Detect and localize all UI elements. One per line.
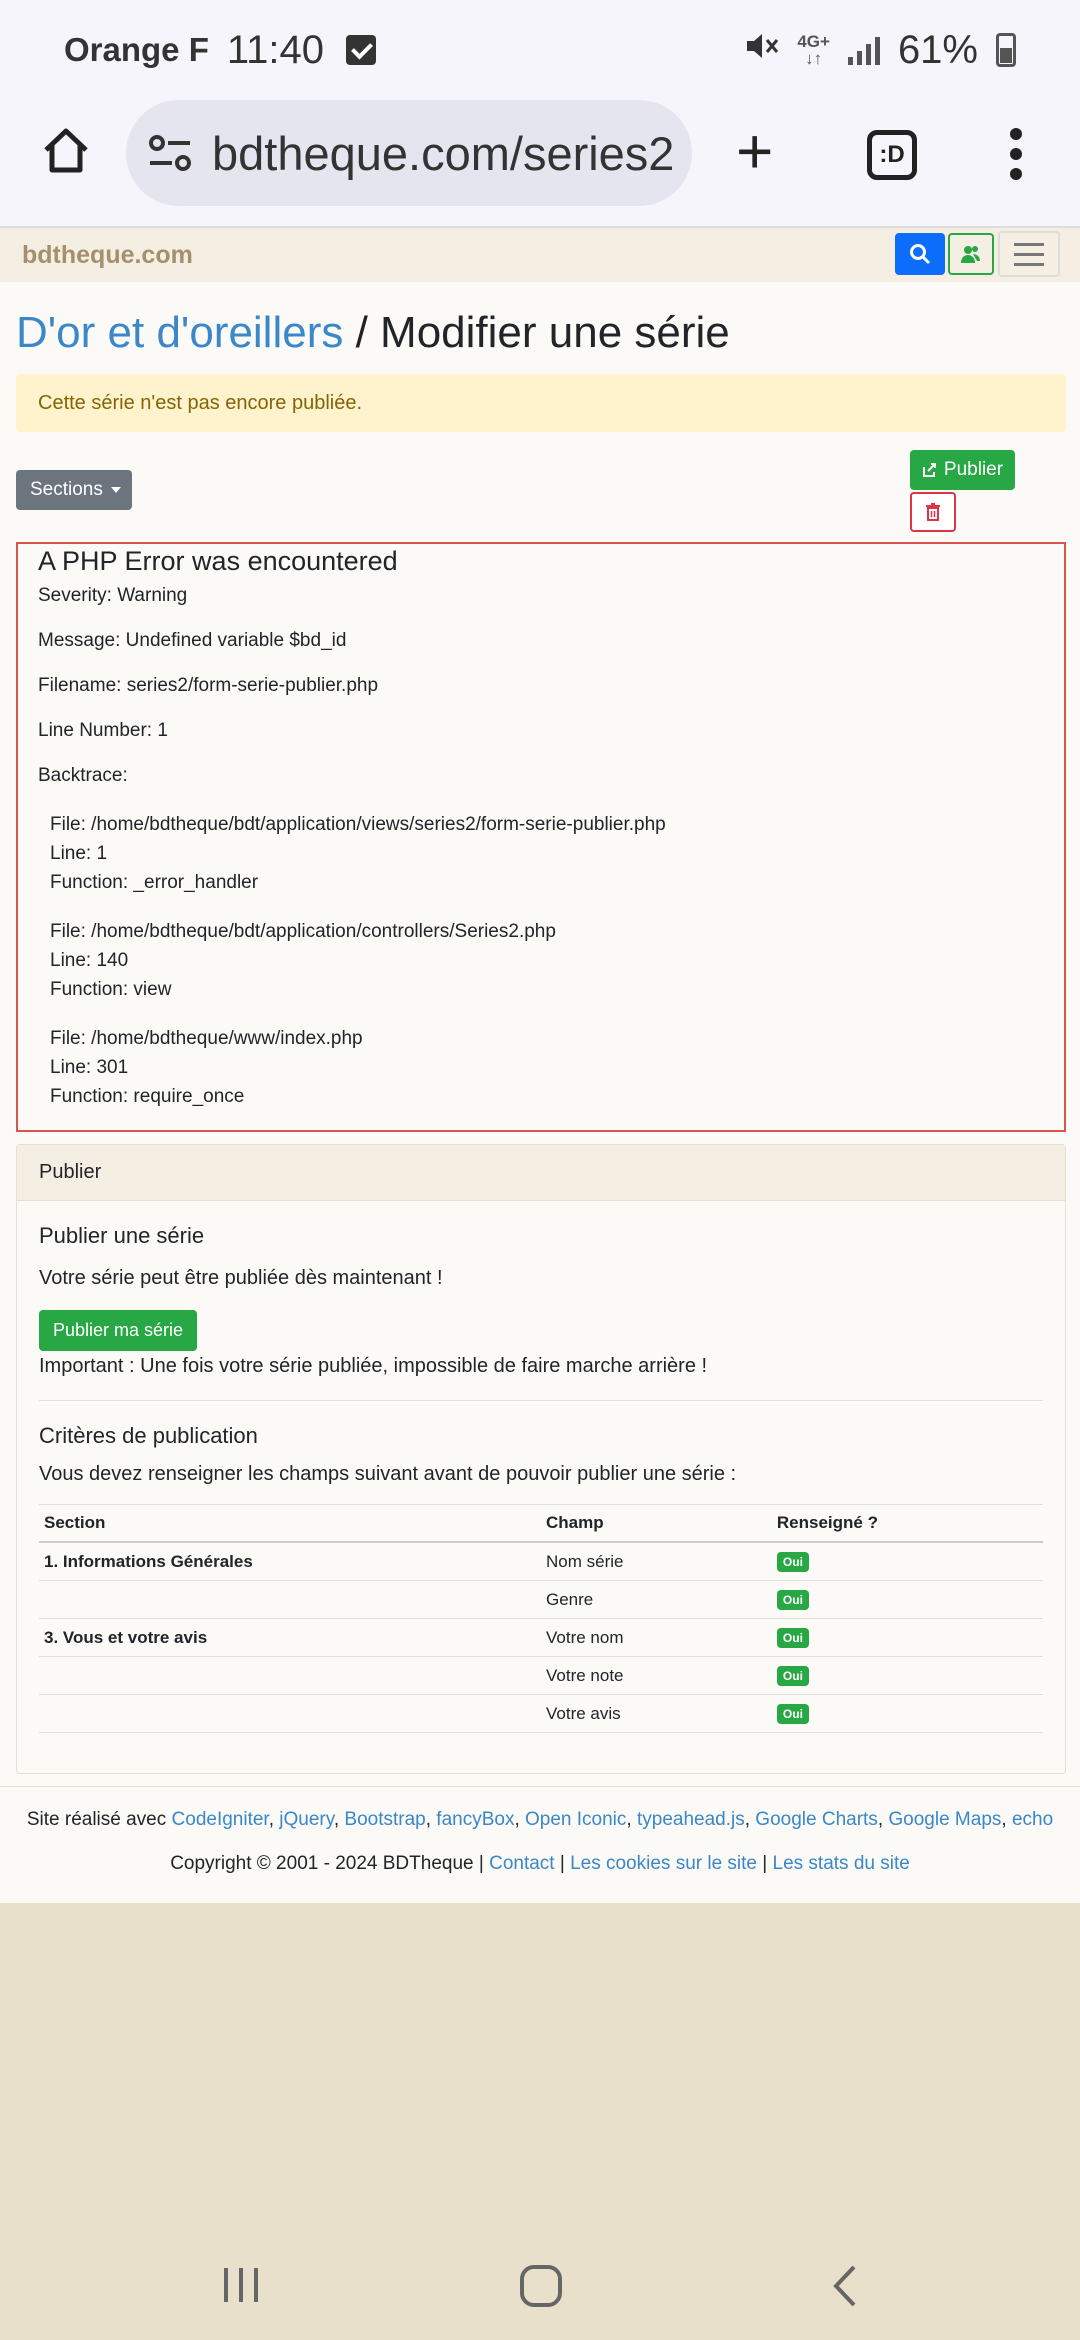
table-row (39, 1695, 1043, 1733)
publish-button[interactable] (910, 450, 1015, 490)
criteria-table (39, 1504, 1043, 1733)
status-badge: Oui (777, 1552, 809, 1572)
trace-file: File: /home/bdtheque/bdt/application/controllers/Series2.php (50, 921, 556, 942)
column-header: Section (39, 1505, 541, 1543)
trace-function: Function: require_once (50, 1086, 245, 1107)
delete-button[interactable] (910, 492, 956, 532)
title-separator: / (343, 308, 381, 357)
network-type-label: 4G+ (797, 32, 830, 51)
status-cell (772, 1619, 1043, 1657)
notification-check-icon (346, 35, 376, 65)
signal-icon (848, 35, 880, 65)
table-row (39, 1657, 1043, 1695)
publish-title: Publier une série (39, 1223, 205, 1248)
footer-link[interactable]: jQuery (279, 1809, 334, 1830)
footer-link[interactable]: Google Charts (755, 1809, 878, 1830)
backtrace-entry (50, 917, 1044, 1004)
footer-copyright-line (0, 1853, 1080, 1875)
section-cell: 1. Informations Générales (39, 1542, 541, 1581)
status-badge: Oui (777, 1628, 809, 1648)
publish-label: Publier (943, 459, 1004, 480)
backtrace-entry (50, 810, 1044, 897)
table-header-row (39, 1505, 1043, 1543)
php-error-box (16, 542, 1066, 1132)
recent-apps-icon[interactable] (220, 2264, 262, 2306)
url-text[interactable]: bdtheque.com/series2 (212, 126, 675, 180)
trace-file: File: /home/bdtheque/bdt/application/views/series2/form-serie-publier.php (50, 814, 666, 835)
field-cell: Votre note (541, 1657, 772, 1695)
site-brand[interactable]: bdtheque.com (22, 240, 193, 269)
network-type-icon: 4G+ ↓↑ (797, 32, 830, 68)
web-page (0, 228, 1080, 1903)
series-title-link[interactable]: D'or et d'oreillers (16, 308, 344, 357)
new-tab-icon[interactable]: + (736, 115, 774, 187)
error-filename: Filename: series2/form-serie-publier.php (38, 675, 379, 696)
site-footer (0, 1786, 1080, 1903)
system-navigation-bar (0, 2240, 1080, 2340)
caret-down-icon (111, 487, 121, 493)
trace-line: Line: 140 (50, 950, 129, 971)
trace-line: Line: 301 (50, 1057, 129, 1078)
footer-link[interactable]: echo (1011, 1809, 1054, 1830)
column-header: Champ (541, 1505, 772, 1543)
status-cell (772, 1695, 1043, 1733)
field-cell: Genre (541, 1581, 772, 1619)
error-line-number: Line Number: 1 (38, 720, 168, 741)
error-message: Message: Undefined variable $bd_id (38, 630, 347, 651)
site-navbar (0, 228, 1080, 282)
table-row (39, 1542, 1043, 1581)
home-nav-icon[interactable] (519, 2264, 563, 2308)
footer-made-with: Site réalisé avec (26, 1809, 167, 1830)
criteria-title: Critères de publication (39, 1423, 258, 1448)
tab-switcher-button[interactable]: :D (867, 130, 917, 180)
browser-toolbar (0, 100, 1080, 228)
backtrace-entry (50, 1024, 1044, 1111)
card-body (17, 1201, 1065, 1755)
site-settings-icon[interactable] (148, 133, 192, 173)
column-header: Renseigné ? (772, 1505, 1043, 1543)
stats-link[interactable]: Les stats du site (772, 1853, 910, 1874)
sections-dropdown-button[interactable] (16, 470, 132, 510)
sections-label: Sections (30, 479, 103, 500)
field-cell: Nom série (541, 1542, 772, 1581)
clock: 11:40 (226, 27, 324, 72)
home-icon[interactable] (38, 122, 94, 178)
footer-link[interactable]: CodeIgniter (171, 1809, 269, 1830)
unpublished-alert: Cette série n'est pas encore publiée. (16, 374, 1066, 432)
battery-icon (996, 33, 1016, 67)
divider (39, 1400, 1043, 1401)
status-bar (0, 0, 1080, 100)
publish-text: Votre série peut être publiée dès maintenant ! (39, 1267, 443, 1289)
footer-link[interactable]: typeahead.js (636, 1809, 745, 1830)
footer-separator: | (762, 1853, 768, 1874)
cookies-link[interactable]: Les cookies sur le site (570, 1853, 757, 1874)
error-backtrace-label: Backtrace: (38, 765, 128, 786)
status-cell (772, 1581, 1043, 1619)
status-badge: Oui (777, 1590, 809, 1610)
footer-link[interactable]: Bootstrap (344, 1809, 426, 1830)
mute-icon (743, 28, 779, 73)
search-button[interactable] (895, 233, 945, 275)
carrier-name: Orange F (64, 31, 209, 68)
trace-line: Line: 1 (50, 843, 108, 864)
status-cell (772, 1657, 1043, 1695)
battery-percent: 61% (897, 27, 978, 72)
field-cell: Votre avis (541, 1695, 772, 1733)
section-cell (39, 1657, 541, 1695)
back-icon[interactable] (830, 2264, 860, 2308)
error-severity: Severity: Warning (38, 585, 188, 606)
account-button[interactable] (948, 233, 994, 275)
footer-credits: Site réalisé avec CodeIgniter, jQuery, Bootstrap, fancyBox, Open Iconic, typeahead.js, Google Charts, Google Maps, echo (26, 1809, 1054, 1830)
publish-card (16, 1144, 1066, 1774)
trash-icon (925, 503, 941, 521)
error-heading: A PHP Error was encountered (38, 546, 398, 576)
footer-link[interactable]: Google Maps (888, 1809, 1002, 1830)
criteria-text: Vous devez renseigner les champs suivant avant de pouvoir publier une série : (39, 1463, 737, 1485)
url-bar[interactable] (126, 100, 692, 206)
section-cell (39, 1581, 541, 1619)
trace-function: Function: _error_handler (50, 872, 259, 893)
page-title (16, 308, 730, 358)
table-row (39, 1619, 1043, 1657)
menu-toggle-button[interactable] (998, 231, 1060, 277)
footer-separator: | (559, 1853, 565, 1874)
footer-link[interactable]: Open Iconic (525, 1809, 627, 1830)
browser-menu-icon[interactable] (1010, 128, 1024, 188)
contact-link[interactable]: Contact (489, 1853, 555, 1874)
share-icon (922, 462, 938, 478)
search-icon (909, 243, 931, 265)
trace-function: Function: view (50, 979, 172, 1000)
title-action: Modifier une série (380, 308, 730, 357)
people-icon (960, 243, 982, 265)
publish-series-button[interactable]: Publier ma série (39, 1310, 197, 1351)
status-badge: Oui (777, 1704, 809, 1724)
footer-link[interactable]: fancyBox (436, 1809, 515, 1830)
status-cell (772, 1542, 1043, 1581)
field-cell: Votre nom (541, 1619, 772, 1657)
status-badge: Oui (777, 1666, 809, 1686)
table-row (39, 1581, 1043, 1619)
section-cell: 3. Vous et votre avis (39, 1619, 541, 1657)
trace-file: File: /home/bdtheque/www/index.php (50, 1028, 363, 1049)
section-cell (39, 1695, 541, 1733)
footer-copyright: Copyright © 2001 - 2024 BDTheque | (170, 1853, 484, 1874)
publish-warning: Important : Une fois votre série publiée, impossible de faire marche arrière ! (39, 1355, 708, 1377)
card-header: Publier (17, 1145, 1065, 1201)
